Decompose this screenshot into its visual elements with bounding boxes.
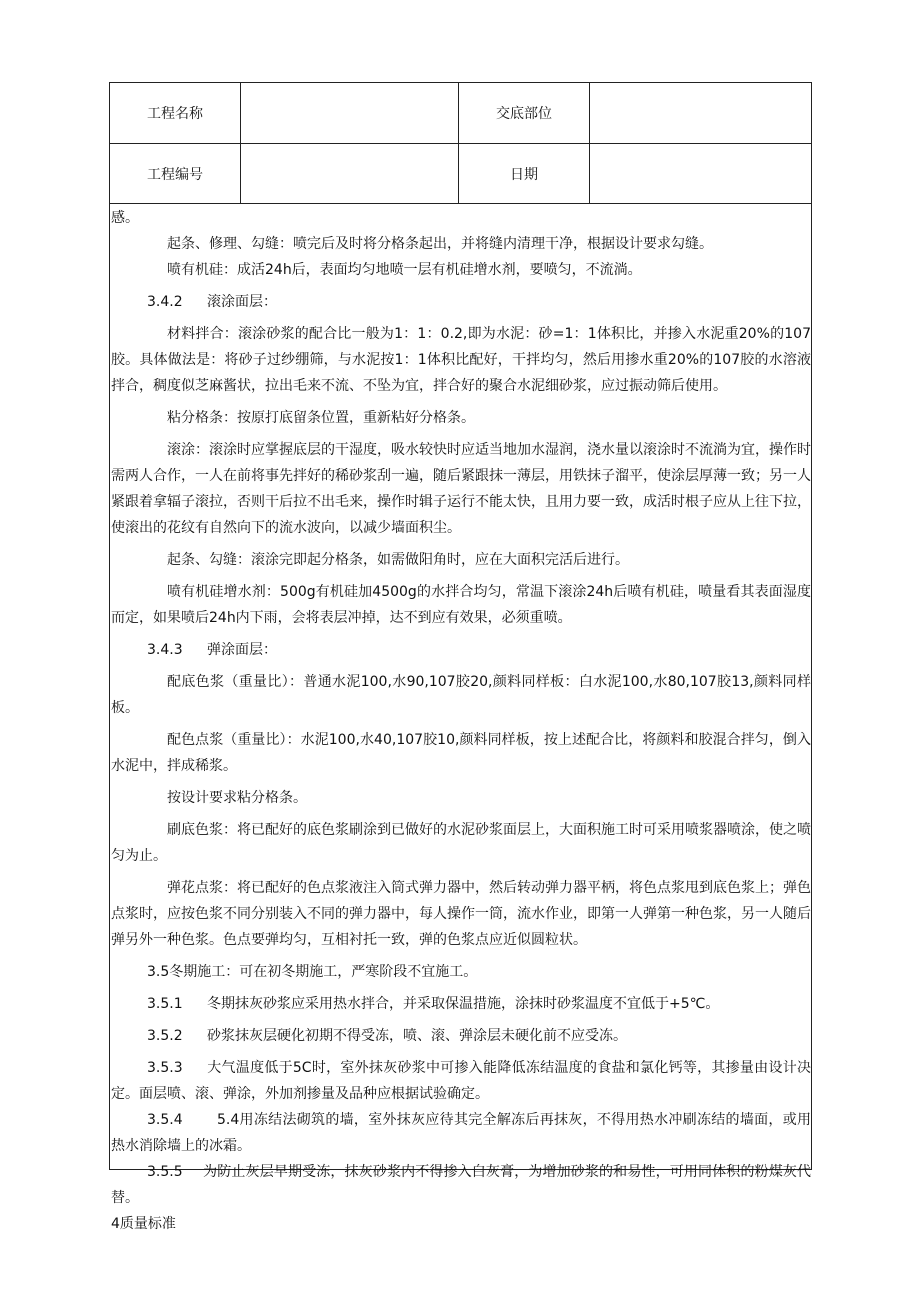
section-3-5-3: 3.5.3 大气温度低于5C时，室外抹灰砂浆中可掺入能降低冻结温度的食盐和氯化钙等，其掺量由设计决定。面层喷、滚、弹涂，外加剂掺量及品种应根据试验确定。	[111, 1060, 811, 1102]
header-row-2	[110, 144, 811, 204]
document-body	[111, 205, 811, 1237]
section-3-5-1: 3.5.1 冬期抹灰砂浆应采用热水拌合，并采取保温措施，涂抹时砂浆温度不宜低于+5℃。	[147, 996, 720, 1012]
paragraph: 配色点浆（重量比）：水泥100,水40,107胶10,颜料同样板，按上述配合比，将颜料和胶混合拌匀，倒入水泥中，拌成稀浆。	[111, 732, 811, 774]
section-heading-4: 4质量标准	[111, 1216, 176, 1232]
paragraph: 配底色浆（重量比）：普通水泥100,水90,107胶20,颜料同样板：白水泥100,水80,107胶13,颜料同样板。	[111, 674, 811, 716]
project-number-value	[241, 144, 459, 203]
date-value	[590, 144, 812, 203]
section-heading-3-4-3: 3.4.3 弹涂面层：	[147, 642, 277, 658]
paragraph: 弹花点浆：将已配好的色点浆液注入筒式弹力器中，然后转动弹力器平柄，将色点浆甩到底色浆上；弹色点浆时，应按色浆不同分别装入不同的弹力器中，每人操作一筒，流水作业，即第一人弹第一种色浆，另一人随后弹另外一种色浆。色点要弹均匀，互相衬托一致，弹的色浆点应近似圆粒状。	[111, 880, 811, 948]
paragraph: 感。	[111, 210, 139, 226]
date-label: 日期	[459, 144, 590, 203]
paragraph: 刷底色浆：将已配好的底色浆刷涂到已做好的水泥砂浆面层上，大面积施工时可采用喷浆器喷涂，使之喷匀为止。	[111, 822, 811, 864]
paragraph: 材料拌合：滚涂砂浆的配合比一般为1：1：0.2,即为水泥：砂=1：1体积比，并掺入水泥重20%的107胶。具体做法是：将砂子过纱绷筛，与水泥按1：1体积比配好，干拌均匀，然后用掺水重20%的107胶的水溶液拌合，稠度似芝麻酱状，拉出毛来不流、不坠为宜，拌合好的聚合水泥细砂浆，应过振动筛后使用。	[111, 326, 811, 394]
section-heading-3-5: 3.5冬期施工：可在初冬期施工，严寒阶段不宜施工。	[147, 964, 478, 980]
project-number-label: 工程编号	[110, 144, 241, 203]
project-name-label: 工程名称	[110, 83, 241, 143]
disclosure-part-label: 交底部位	[459, 83, 590, 143]
project-name-value	[241, 83, 459, 143]
section-3-5-5: 3.5.5 为防止灰层早期受冻，抹灰砂浆内不得掺入白灰膏，为增加砂浆的和易性，可用同体积的粉煤灰代替。	[111, 1164, 811, 1206]
paragraph: 粘分格条：按原打底留条位置，重新粘好分格条。	[167, 410, 475, 426]
section-3-5-2: 3.5.2 砂浆抹灰层硬化初期不得受冻，喷、滚、弹涂层未硬化前不应受冻。	[147, 1028, 627, 1044]
document-frame	[109, 82, 812, 1232]
paragraph: 喷有机硅增水剂：500g有机硅加4500g的水拌合均匀，常温下滚涂24h后喷有机硅，喷量看其表面湿度而定，如果喷后24h内下雨，会将表层冲掉，达不到应有效果，必须重喷。	[111, 584, 811, 626]
section-heading-3-4-2: 3.4.2 滚涂面层：	[147, 294, 277, 310]
paragraph: 起条、勾缝：滚涂完即起分格条，如需做阳角时，应在大面积完活后进行。	[167, 552, 629, 568]
header-row-1	[110, 83, 811, 144]
paragraph: 喷有机硅：成活24h后，表面均匀地喷一层有机硅增水剂，要喷匀，不流淌。	[167, 262, 642, 278]
paragraph: 按设计要求粘分格条。	[167, 790, 307, 806]
section-3-5-4: 3.5.4 5.4用冻结法砌筑的墙，室外抹灰应待其完全解冻后再抹灰，不得用热水冲刷冻结的墙面，或用热水消除墙上的冰霜。	[111, 1112, 811, 1154]
disclosure-part-value	[590, 83, 812, 143]
paragraph: 起条、修理、勾缝：喷完后及时将分格条起出，并将缝内清理干净，根据设计要求勾缝。	[167, 236, 713, 252]
paragraph: 滚涂：滚涂时应掌握底层的干湿度，吸水较快时应适当地加水湿润，浇水量以滚涂时不流淌为宜，操作时需两人合作，一人在前将事先拌好的稀砂浆刮一遍，随后紧跟抹一薄层，用铁抹子溜平，使涂层厚薄一致；另一人紧跟着拿辐子滚拉，否则干后拉不出毛来，操作时辑子运行不能太快，且用力要一致，成活时根子应从上往下拉，使滚出的花纹有自然向下的流水波向，以减少墙面积尘。	[111, 442, 811, 536]
